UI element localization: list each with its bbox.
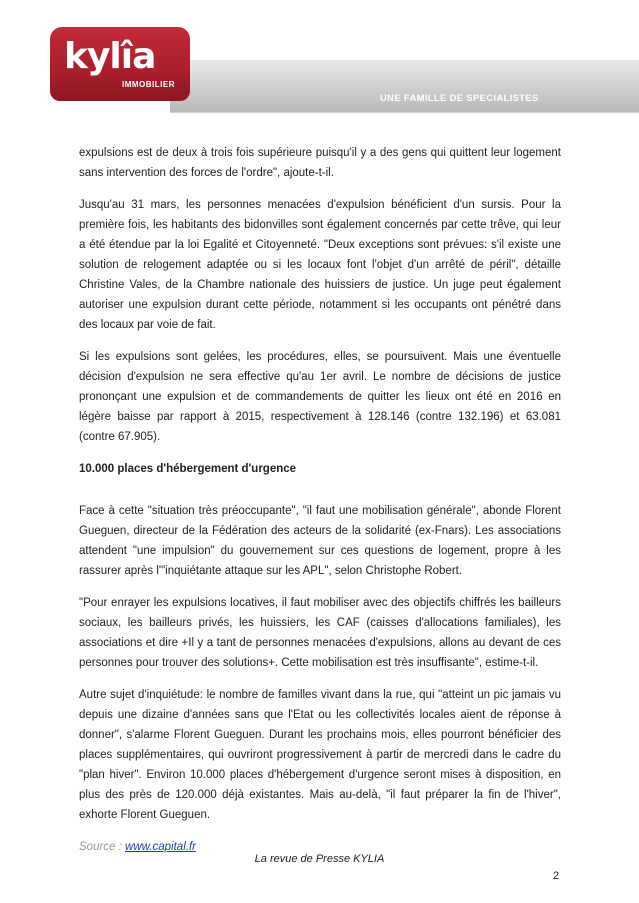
header-tagline: UNE FAMILLE DE SPECIALISTES [380,93,539,104]
paragraph-4: Face à cette "situation très préoccupante", "il faut une mobilisation générale", abonde Florent Gueguen, directeur de la Fédération des acteurs de la solidarité (ex-Fnars). Les associations attendent "une impulsion" du gouvernement sur ces questions de logement, propre à les rassurer après l'"inquiétante attaque sur les APL", selon Christophe Robert. [79,505,561,577]
source-label: Source : [79,841,126,853]
paragraph-5: "Pour enrayer les expulsions locatives, il faut mobiliser avec des objectifs chiffrés les bailleurs sociaux, les bailleurs privés, les huissiers, les CAF (caisses d'allocations familiales), les associations et dire +Il y a tant de personnes menacées d'expulsions, allons au devant de ces personnes pour trouver des solutions+. Cette mobilisation est très insuffisante", estime-t-il. [79,597,561,669]
paragraph-3: Si les expulsions sont gelées, les procédures, elles, se poursuivent. Mais une éventuelle décision d'expulsion ne sera effective qu'au 1er avril. Le nombre de décisions de justice prononçant une expulsion et de commandements de quitter les lieux ont été en 2016 en légère baisse par rapport à 2015, respectivement à 128.146 (contre 132.196) et 63.081 (contre 67.905). [79,351,561,443]
section-heading: 10.000 places d'hébergement d'urgence [79,463,297,475]
page-number: 2 [553,870,560,882]
logo-subtitle: IMMOBILIER [122,80,175,89]
logo-text: kylîa [64,36,156,77]
page-header [0,0,639,135]
paragraph-6: Autre sujet d'inquiétude: le nombre de familles vivant dans la rue, qui "atteint un pic jamais vu depuis une dizaine d'années sans que l'Etat ou les collectivités locales aient de réponse à donner", s'alarme Florent Gueguen. Durant les prochains mois, elles pourront bénéficier des places supplémentaires, qui ouvriront progressivement à partir de mercredi dans le cadre du "plan hiver". Environ 10.000 places d'hébergement d'urgence seront mises à disposition, en plus des près de 120.000 déjà existantes. Mais au-delà, "il faut préparer la fin de l'hiver", exhorte Florent Gueguen. [79,689,561,821]
paragraph-2: Jusqu'au 31 mars, les personnes menacées d'expulsion bénéficient d'un sursis. Pour la première fois, les habitants des bidonvilles sont également concernés par cette trêve, qui leur a été étendue par la loi Egalité et Citoyenneté. "Deux exceptions sont prévues: s'il existe une solution de relogement adaptée ou si les locaux font l'objet d'un arrêté de péril", détaille Christine Vales, de la Chambre nationale des huissiers de justice. Un juge peut également autoriser une expulsion durant cette période, notamment si les occupants ont pénétré dans des locaux par voie de fait. [79,199,561,331]
header-banner [170,60,639,113]
kylia-logo [50,27,190,101]
paragraph-1: expulsions est de deux à trois fois supérieure puisqu'il y a des gens qui quittent leur logement sans intervention des forces de l'ordre", ajoute-t-il. [79,147,561,179]
footer-title: La revue de Presse KYLIA [254,853,385,865]
article-body [79,143,561,857]
source-link[interactable]: www.capital.fr [125,841,196,853]
